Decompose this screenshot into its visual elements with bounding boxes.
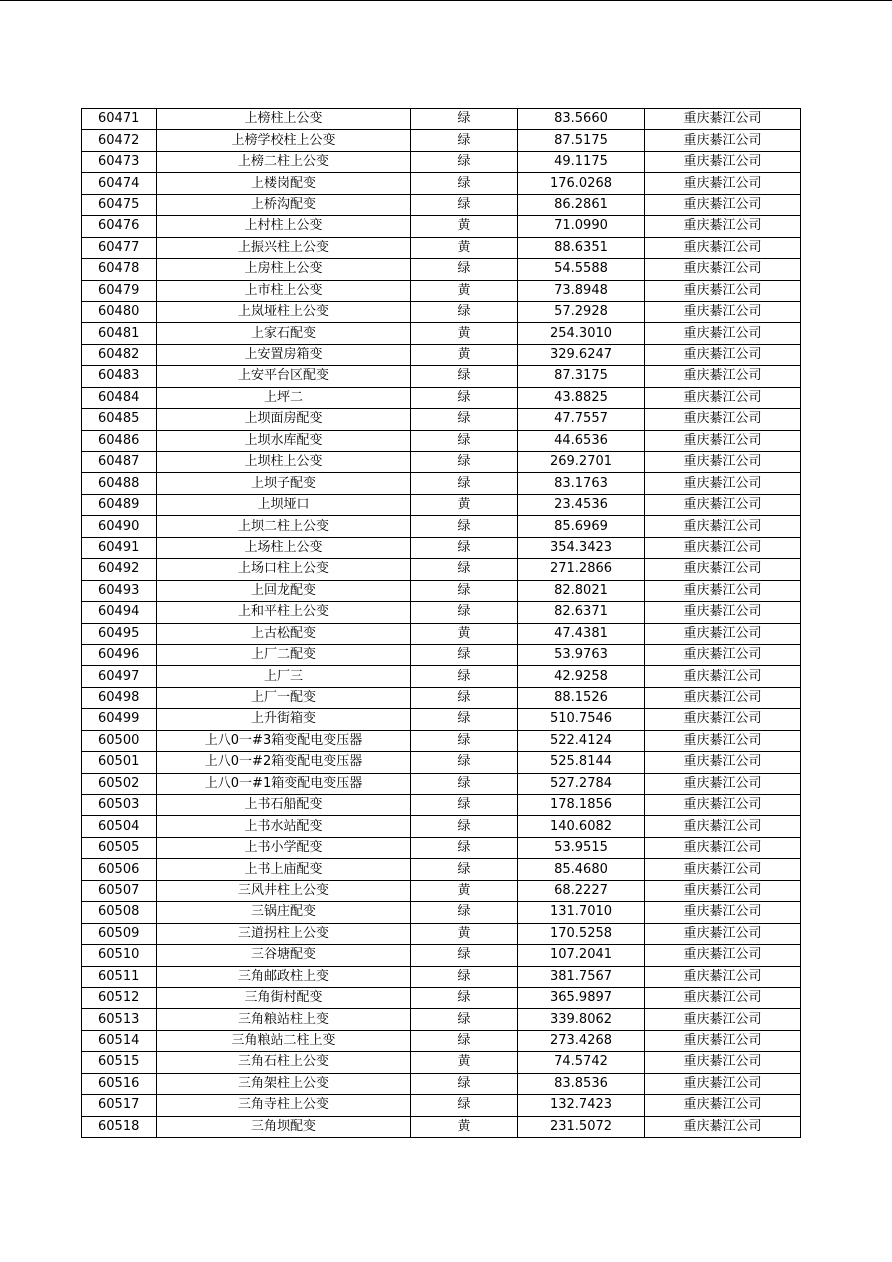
name-cell: 三角架柱上公变 [157,1073,411,1094]
status-cell: 绿 [411,602,518,623]
table-row [82,494,801,515]
row-id-cell: 60474 [82,173,157,194]
table-row [82,473,801,494]
name-cell: 上厂一配变 [157,687,411,708]
company-cell: 重庆綦江公司 [645,709,801,730]
name-cell: 上榜学校柱上公变 [157,130,411,151]
status-cell: 黄 [411,237,518,258]
row-id-cell: 60484 [82,387,157,408]
company-cell: 重庆綦江公司 [645,580,801,601]
value-cell: 82.6371 [518,602,645,623]
status-cell: 黄 [411,216,518,237]
table-row [82,151,801,172]
company-cell: 重庆綦江公司 [645,816,801,837]
company-cell: 重庆綦江公司 [645,409,801,430]
name-cell: 三角粮站柱上变 [157,1009,411,1030]
row-id-cell: 60478 [82,259,157,280]
status-cell: 绿 [411,301,518,322]
status-cell: 绿 [411,559,518,580]
value-cell: 23.4536 [518,494,645,515]
status-cell: 黄 [411,323,518,344]
value-cell: 510.7546 [518,709,645,730]
name-cell: 上坝二柱上公变 [157,516,411,537]
row-id-cell: 60471 [82,109,157,130]
name-cell: 上八0一#3箱变配电变压器 [157,730,411,751]
row-id-cell: 60475 [82,194,157,215]
status-cell: 绿 [411,666,518,687]
status-cell: 绿 [411,752,518,773]
value-cell: 354.3423 [518,537,645,558]
company-cell: 重庆綦江公司 [645,1073,801,1094]
company-cell: 重庆綦江公司 [645,773,801,794]
status-cell: 黄 [411,1052,518,1073]
company-cell: 重庆綦江公司 [645,623,801,644]
table-row [82,1095,801,1116]
row-id-cell: 60480 [82,301,157,322]
data-table [81,108,801,1138]
status-cell: 绿 [411,1009,518,1030]
status-cell: 绿 [411,1095,518,1116]
company-cell: 重庆綦江公司 [645,945,801,966]
table-row [82,366,801,387]
table-row [82,259,801,280]
value-cell: 522.4124 [518,730,645,751]
name-cell: 上坝水库配变 [157,430,411,451]
table-row [82,923,801,944]
company-cell: 重庆綦江公司 [645,130,801,151]
table-row [82,623,801,644]
value-cell: 68.2227 [518,880,645,901]
company-cell: 重庆綦江公司 [645,1052,801,1073]
value-cell: 53.9763 [518,644,645,665]
value-cell: 178.1856 [518,795,645,816]
company-cell: 重庆綦江公司 [645,323,801,344]
company-cell: 重庆綦江公司 [645,966,801,987]
table-row [82,987,801,1008]
row-id-cell: 60511 [82,966,157,987]
row-id-cell: 60490 [82,516,157,537]
name-cell: 上书小学配变 [157,837,411,858]
status-cell: 绿 [411,151,518,172]
status-cell: 绿 [411,473,518,494]
row-id-cell: 60518 [82,1116,157,1137]
name-cell: 上振兴柱上公变 [157,237,411,258]
value-cell: 57.2928 [518,301,645,322]
table-row [82,1116,801,1137]
company-cell: 重庆綦江公司 [645,1030,801,1051]
company-cell: 重庆綦江公司 [645,194,801,215]
value-cell: 140.6082 [518,816,645,837]
status-cell: 黄 [411,880,518,901]
name-cell: 上坝垭口 [157,494,411,515]
name-cell: 三道拐柱上公变 [157,923,411,944]
status-cell: 绿 [411,366,518,387]
row-id-cell: 60488 [82,473,157,494]
company-cell: 重庆綦江公司 [645,537,801,558]
company-cell: 重庆綦江公司 [645,109,801,130]
row-id-cell: 60476 [82,216,157,237]
row-id-cell: 60514 [82,1030,157,1051]
table-row [82,1009,801,1030]
name-cell: 上古松配变 [157,623,411,644]
status-cell: 绿 [411,795,518,816]
status-cell: 绿 [411,580,518,601]
value-cell: 47.7557 [518,409,645,430]
name-cell: 上村柱上公变 [157,216,411,237]
value-cell: 525.8144 [518,752,645,773]
row-id-cell: 60487 [82,452,157,473]
table-row [82,430,801,451]
company-cell: 重庆綦江公司 [645,237,801,258]
name-cell: 上和平柱上公变 [157,602,411,623]
company-cell: 重庆綦江公司 [645,173,801,194]
status-cell: 绿 [411,644,518,665]
status-cell: 绿 [411,130,518,151]
row-id-cell: 60481 [82,323,157,344]
table-row [82,687,801,708]
row-id-cell: 60508 [82,902,157,923]
company-cell: 重庆綦江公司 [645,494,801,515]
table-row [82,130,801,151]
value-cell: 269.2701 [518,452,645,473]
status-cell: 绿 [411,945,518,966]
table-row [82,559,801,580]
row-id-cell: 60486 [82,430,157,451]
name-cell: 三角粮站二柱上变 [157,1030,411,1051]
name-cell: 上八0一#2箱变配电变压器 [157,752,411,773]
value-cell: 44.6536 [518,430,645,451]
value-cell: 254.3010 [518,323,645,344]
company-cell: 重庆綦江公司 [645,880,801,901]
table-row [82,752,801,773]
row-id-cell: 60498 [82,687,157,708]
table-row [82,859,801,880]
name-cell: 三角街村配变 [157,987,411,1008]
name-cell: 上场柱上公变 [157,537,411,558]
status-cell: 绿 [411,837,518,858]
name-cell: 上升街箱变 [157,709,411,730]
name-cell: 上安置房箱变 [157,344,411,365]
status-cell: 绿 [411,409,518,430]
value-cell: 85.4680 [518,859,645,880]
table-row [82,1073,801,1094]
status-cell: 绿 [411,109,518,130]
value-cell: 74.5742 [518,1052,645,1073]
value-cell: 339.8062 [518,1009,645,1030]
name-cell: 三谷塘配变 [157,945,411,966]
name-cell: 上厂三 [157,666,411,687]
table-row [82,173,801,194]
status-cell: 黄 [411,280,518,301]
company-cell: 重庆綦江公司 [645,687,801,708]
table-row [82,216,801,237]
row-id-cell: 60504 [82,816,157,837]
name-cell: 上坝柱上公变 [157,452,411,473]
value-cell: 88.1526 [518,687,645,708]
name-cell: 上市柱上公变 [157,280,411,301]
table-row [82,580,801,601]
status-cell: 绿 [411,730,518,751]
name-cell: 三锅庄配变 [157,902,411,923]
status-cell: 绿 [411,452,518,473]
status-cell: 黄 [411,494,518,515]
table-row [82,452,801,473]
row-id-cell: 60509 [82,923,157,944]
table-row [82,1052,801,1073]
table-row [82,709,801,730]
name-cell: 上厂二配变 [157,644,411,665]
row-id-cell: 60501 [82,752,157,773]
name-cell: 上安平台区配变 [157,366,411,387]
value-cell: 170.5258 [518,923,645,944]
value-cell: 83.5660 [518,109,645,130]
table-row [82,602,801,623]
table-row [82,323,801,344]
row-id-cell: 60485 [82,409,157,430]
name-cell: 三角邮政柱上变 [157,966,411,987]
company-cell: 重庆綦江公司 [645,259,801,280]
table-row [82,966,801,987]
status-cell: 绿 [411,387,518,408]
status-cell: 绿 [411,516,518,537]
name-cell: 三角石柱上公变 [157,1052,411,1073]
company-cell: 重庆綦江公司 [645,559,801,580]
company-cell: 重庆綦江公司 [645,859,801,880]
row-id-cell: 60473 [82,151,157,172]
table-body [82,109,801,1138]
company-cell: 重庆綦江公司 [645,216,801,237]
row-id-cell: 60491 [82,537,157,558]
table-row [82,773,801,794]
row-id-cell: 60493 [82,580,157,601]
status-cell: 绿 [411,430,518,451]
name-cell: 上榜二柱上公变 [157,151,411,172]
company-cell: 重庆綦江公司 [645,1095,801,1116]
value-cell: 53.9515 [518,837,645,858]
row-id-cell: 60479 [82,280,157,301]
name-cell: 上场口柱上公变 [157,559,411,580]
value-cell: 82.8021 [518,580,645,601]
company-cell: 重庆綦江公司 [645,987,801,1008]
company-cell: 重庆綦江公司 [645,644,801,665]
name-cell: 上房柱上公变 [157,259,411,280]
status-cell: 绿 [411,537,518,558]
name-cell: 三风井柱上公变 [157,880,411,901]
status-cell: 绿 [411,687,518,708]
page-top-border [0,0,892,1]
status-cell: 绿 [411,259,518,280]
status-cell: 绿 [411,859,518,880]
name-cell: 上书上庙配变 [157,859,411,880]
name-cell: 三角坝配变 [157,1116,411,1137]
row-id-cell: 60496 [82,644,157,665]
name-cell: 上榜柱上公变 [157,109,411,130]
value-cell: 527.2784 [518,773,645,794]
value-cell: 49.1175 [518,151,645,172]
table-row [82,516,801,537]
row-id-cell: 60492 [82,559,157,580]
table-row [82,344,801,365]
table-row [82,237,801,258]
value-cell: 231.5072 [518,1116,645,1137]
name-cell: 上八0一#1箱变配电变压器 [157,773,411,794]
company-cell: 重庆綦江公司 [645,1116,801,1137]
company-cell: 重庆綦江公司 [645,666,801,687]
row-id-cell: 60499 [82,709,157,730]
status-cell: 绿 [411,966,518,987]
value-cell: 107.2041 [518,945,645,966]
name-cell: 上家石配变 [157,323,411,344]
value-cell: 83.1763 [518,473,645,494]
status-cell: 黄 [411,623,518,644]
table-row [82,109,801,130]
table-row [82,945,801,966]
table-row [82,537,801,558]
status-cell: 绿 [411,816,518,837]
company-cell: 重庆綦江公司 [645,301,801,322]
status-cell: 绿 [411,1030,518,1051]
row-id-cell: 60512 [82,987,157,1008]
company-cell: 重庆綦江公司 [645,452,801,473]
company-cell: 重庆綦江公司 [645,730,801,751]
value-cell: 381.7567 [518,966,645,987]
value-cell: 88.6351 [518,237,645,258]
table-row [82,666,801,687]
name-cell: 上坝子配变 [157,473,411,494]
row-id-cell: 60472 [82,130,157,151]
name-cell: 上书水站配变 [157,816,411,837]
name-cell: 三角寺柱上公变 [157,1095,411,1116]
company-cell: 重庆綦江公司 [645,280,801,301]
value-cell: 47.4381 [518,623,645,644]
table-row [82,816,801,837]
status-cell: 绿 [411,173,518,194]
name-cell: 上书石船配变 [157,795,411,816]
status-cell: 绿 [411,194,518,215]
table-row [82,880,801,901]
table-row [82,301,801,322]
status-cell: 黄 [411,1116,518,1137]
value-cell: 73.8948 [518,280,645,301]
row-id-cell: 60515 [82,1052,157,1073]
value-cell: 85.6969 [518,516,645,537]
row-id-cell: 60517 [82,1095,157,1116]
row-id-cell: 60516 [82,1073,157,1094]
row-id-cell: 60500 [82,730,157,751]
table-row [82,730,801,751]
name-cell: 上回龙配变 [157,580,411,601]
value-cell: 83.8536 [518,1073,645,1094]
value-cell: 132.7423 [518,1095,645,1116]
row-id-cell: 60506 [82,859,157,880]
value-cell: 131.7010 [518,902,645,923]
company-cell: 重庆綦江公司 [645,344,801,365]
company-cell: 重庆綦江公司 [645,1009,801,1030]
row-id-cell: 60494 [82,602,157,623]
status-cell: 黄 [411,344,518,365]
value-cell: 43.8825 [518,387,645,408]
company-cell: 重庆綦江公司 [645,366,801,387]
table-row [82,1030,801,1051]
row-id-cell: 60477 [82,237,157,258]
table-row [82,194,801,215]
status-cell: 绿 [411,1073,518,1094]
name-cell: 上坪二 [157,387,411,408]
row-id-cell: 60489 [82,494,157,515]
value-cell: 329.6247 [518,344,645,365]
row-id-cell: 60503 [82,795,157,816]
value-cell: 87.3175 [518,366,645,387]
company-cell: 重庆綦江公司 [645,473,801,494]
row-id-cell: 60482 [82,344,157,365]
company-cell: 重庆綦江公司 [645,151,801,172]
table-row [82,409,801,430]
row-id-cell: 60495 [82,623,157,644]
status-cell: 绿 [411,987,518,1008]
company-cell: 重庆綦江公司 [645,516,801,537]
company-cell: 重庆綦江公司 [645,387,801,408]
name-cell: 上楼岗配变 [157,173,411,194]
table-row [82,902,801,923]
company-cell: 重庆綦江公司 [645,923,801,944]
name-cell: 上桥沟配变 [157,194,411,215]
status-cell: 绿 [411,902,518,923]
value-cell: 42.9258 [518,666,645,687]
value-cell: 176.0268 [518,173,645,194]
table-row [82,795,801,816]
row-id-cell: 60513 [82,1009,157,1030]
value-cell: 365.9897 [518,987,645,1008]
table-row [82,387,801,408]
status-cell: 绿 [411,773,518,794]
row-id-cell: 60497 [82,666,157,687]
company-cell: 重庆綦江公司 [645,837,801,858]
row-id-cell: 60502 [82,773,157,794]
company-cell: 重庆綦江公司 [645,902,801,923]
value-cell: 271.2866 [518,559,645,580]
value-cell: 71.0990 [518,216,645,237]
company-cell: 重庆綦江公司 [645,752,801,773]
company-cell: 重庆綦江公司 [645,795,801,816]
value-cell: 273.4268 [518,1030,645,1051]
row-id-cell: 60483 [82,366,157,387]
row-id-cell: 60510 [82,945,157,966]
name-cell: 上岚垭柱上公变 [157,301,411,322]
value-cell: 54.5588 [518,259,645,280]
value-cell: 87.5175 [518,130,645,151]
table-row [82,280,801,301]
company-cell: 重庆綦江公司 [645,602,801,623]
row-id-cell: 60505 [82,837,157,858]
row-id-cell: 60507 [82,880,157,901]
table-row [82,837,801,858]
name-cell: 上坝面房配变 [157,409,411,430]
table-row [82,644,801,665]
status-cell: 绿 [411,709,518,730]
company-cell: 重庆綦江公司 [645,430,801,451]
value-cell: 86.2861 [518,194,645,215]
status-cell: 黄 [411,923,518,944]
